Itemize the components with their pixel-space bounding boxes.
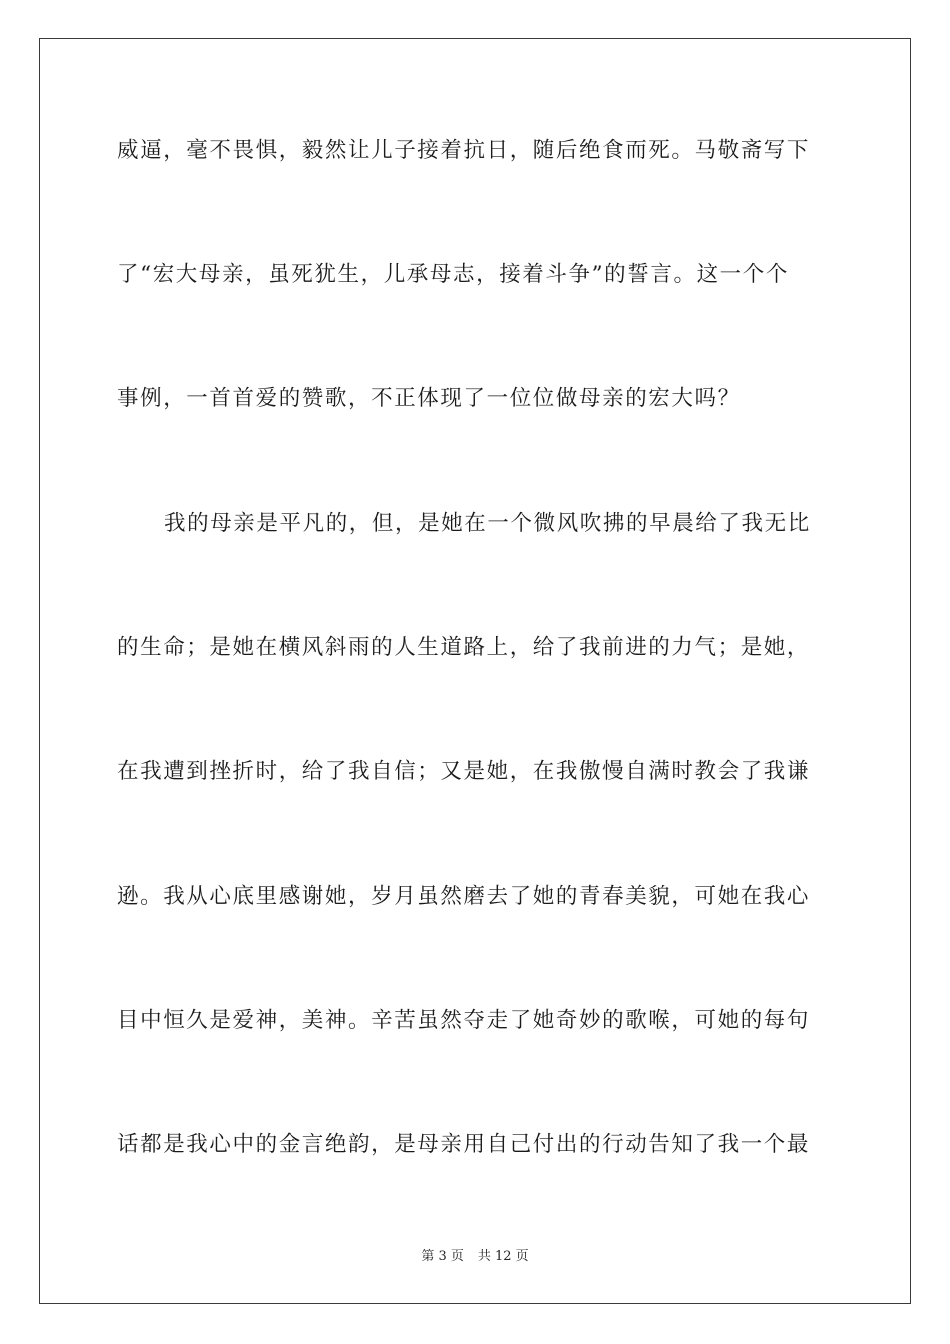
page-footer <box>0 1248 950 1266</box>
page-number: 第 3 页 <box>421 1249 464 1264</box>
text-line: 话都是我心中的金言绝韵，是母亲用自己付出的行动告知了我一个最 <box>117 1132 811 1157</box>
page-border <box>39 38 911 1304</box>
text-line: 事例，一首首爱的赞歌，不正体现了一位位做母亲的宏大吗？ <box>117 386 741 411</box>
text-line: 的生命；是她在横风斜雨的人生道路上，给了我前进的力气；是她， <box>117 635 811 660</box>
text-line: 目中恒久是爱神，美神。辛苦虽然夺走了她奇妙的歌喉，可她的每句 <box>117 1008 811 1033</box>
text-line: 威逼，毫不畏惧，毅然让儿子接着抗日，随后绝食而死。马敬斋写下 <box>117 138 811 163</box>
text-line: 了“宏大母亲，虽死犹生，儿承母志，接着斗争”的誓言。这一个个 <box>117 262 789 287</box>
text-line: 逊。我从心底里感谢她，岁月虽然磨去了她的青春美貌，可她在我心 <box>117 884 811 909</box>
paragraph-start-line: 我的母亲是平凡的，但，是她在一个微风吹拂的早晨给了我无比 <box>164 511 811 536</box>
text-line: 在我遭到挫折时，给了我自信；又是她，在我傲慢自满时教会了我谦 <box>117 759 811 784</box>
page-total: 共 12 页 <box>477 1249 529 1264</box>
